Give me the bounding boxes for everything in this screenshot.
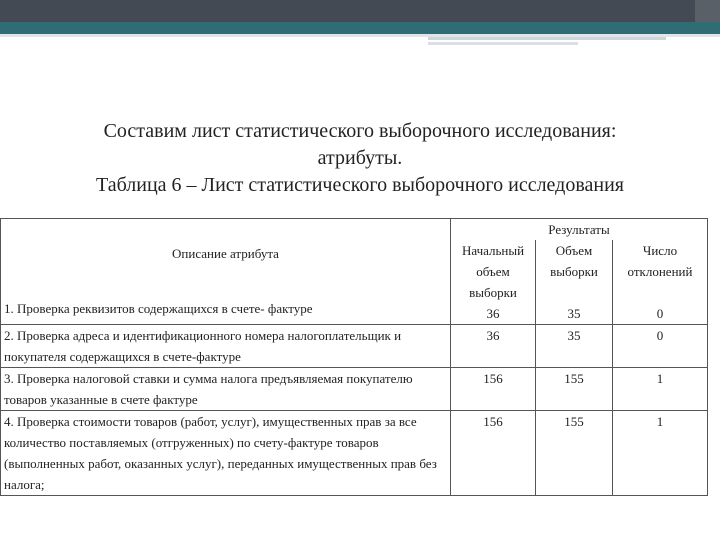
attribute-sampling-table: [0, 218, 708, 496]
row-3-sample: 155: [536, 368, 613, 411]
header-sample: Объем выборки: [550, 243, 598, 279]
row-3-initial: 156: [451, 368, 536, 411]
row-3-text: 3. Проверка налоговой ставки и сумма налога предъявляемая покупателю товаров указанные в счете фактуре: [1, 368, 451, 411]
top-dark-bar-corner: [695, 0, 720, 22]
decor-line-lower: [428, 42, 578, 45]
heading-line-3: Таблица 6 – Лист статистического выборочного исследования: [95, 174, 625, 196]
row-2-text: 2. Проверка адреса и идентификационного номера налогоплательщик и покупателя содержащихся в счете-фактуре: [1, 325, 451, 368]
header-deviations-cell: [613, 240, 708, 325]
decor-line-upper: [428, 37, 666, 40]
header-results: Результаты: [451, 219, 708, 241]
row-2-deviations: 0: [613, 325, 708, 368]
header-cell-description: [1, 219, 451, 325]
header-description: Описание атрибута: [172, 246, 279, 261]
table-header-row: [1, 219, 708, 241]
row-2-sample: 35: [536, 325, 613, 368]
row-4-sample: 155: [536, 411, 613, 496]
row-2-initial: 36: [451, 325, 536, 368]
row-1-sample: 35: [567, 306, 581, 321]
table-row: [1, 368, 708, 411]
row-4-initial: 156: [451, 411, 536, 496]
row-1-text: 1. Проверка реквизитов содержащихся в счете- фактуре: [4, 301, 313, 316]
table-row: [1, 411, 708, 496]
header-deviations: Число отклонений: [627, 243, 693, 279]
header-sample-cell: [536, 240, 613, 325]
row-1-deviations: 0: [656, 306, 664, 321]
row-1-initial: 36: [486, 306, 500, 321]
row-3-deviations: 1: [613, 368, 708, 411]
top-dark-bar: [0, 0, 720, 22]
heading-line-1: Составим лист статистического выборочного исследования:: [103, 120, 617, 142]
heading-line-2: атрибуты.: [317, 147, 403, 169]
row-4-text: 4. Проверка стоимости товаров (работ, услуг), имущественных прав за все количество поставляемых (отгруженных) по счету-фактуре товаров (выполненных работ, оказанных услуг), переданных имущественных прав без налога;: [1, 411, 451, 496]
table-row: [1, 325, 708, 368]
slide-heading: [20, 118, 700, 199]
header-initial: Начальный объем выборки: [461, 243, 525, 300]
row-4-deviations: 1: [613, 411, 708, 496]
header-initial-cell: [451, 240, 536, 325]
top-teal-bar: [0, 22, 720, 34]
